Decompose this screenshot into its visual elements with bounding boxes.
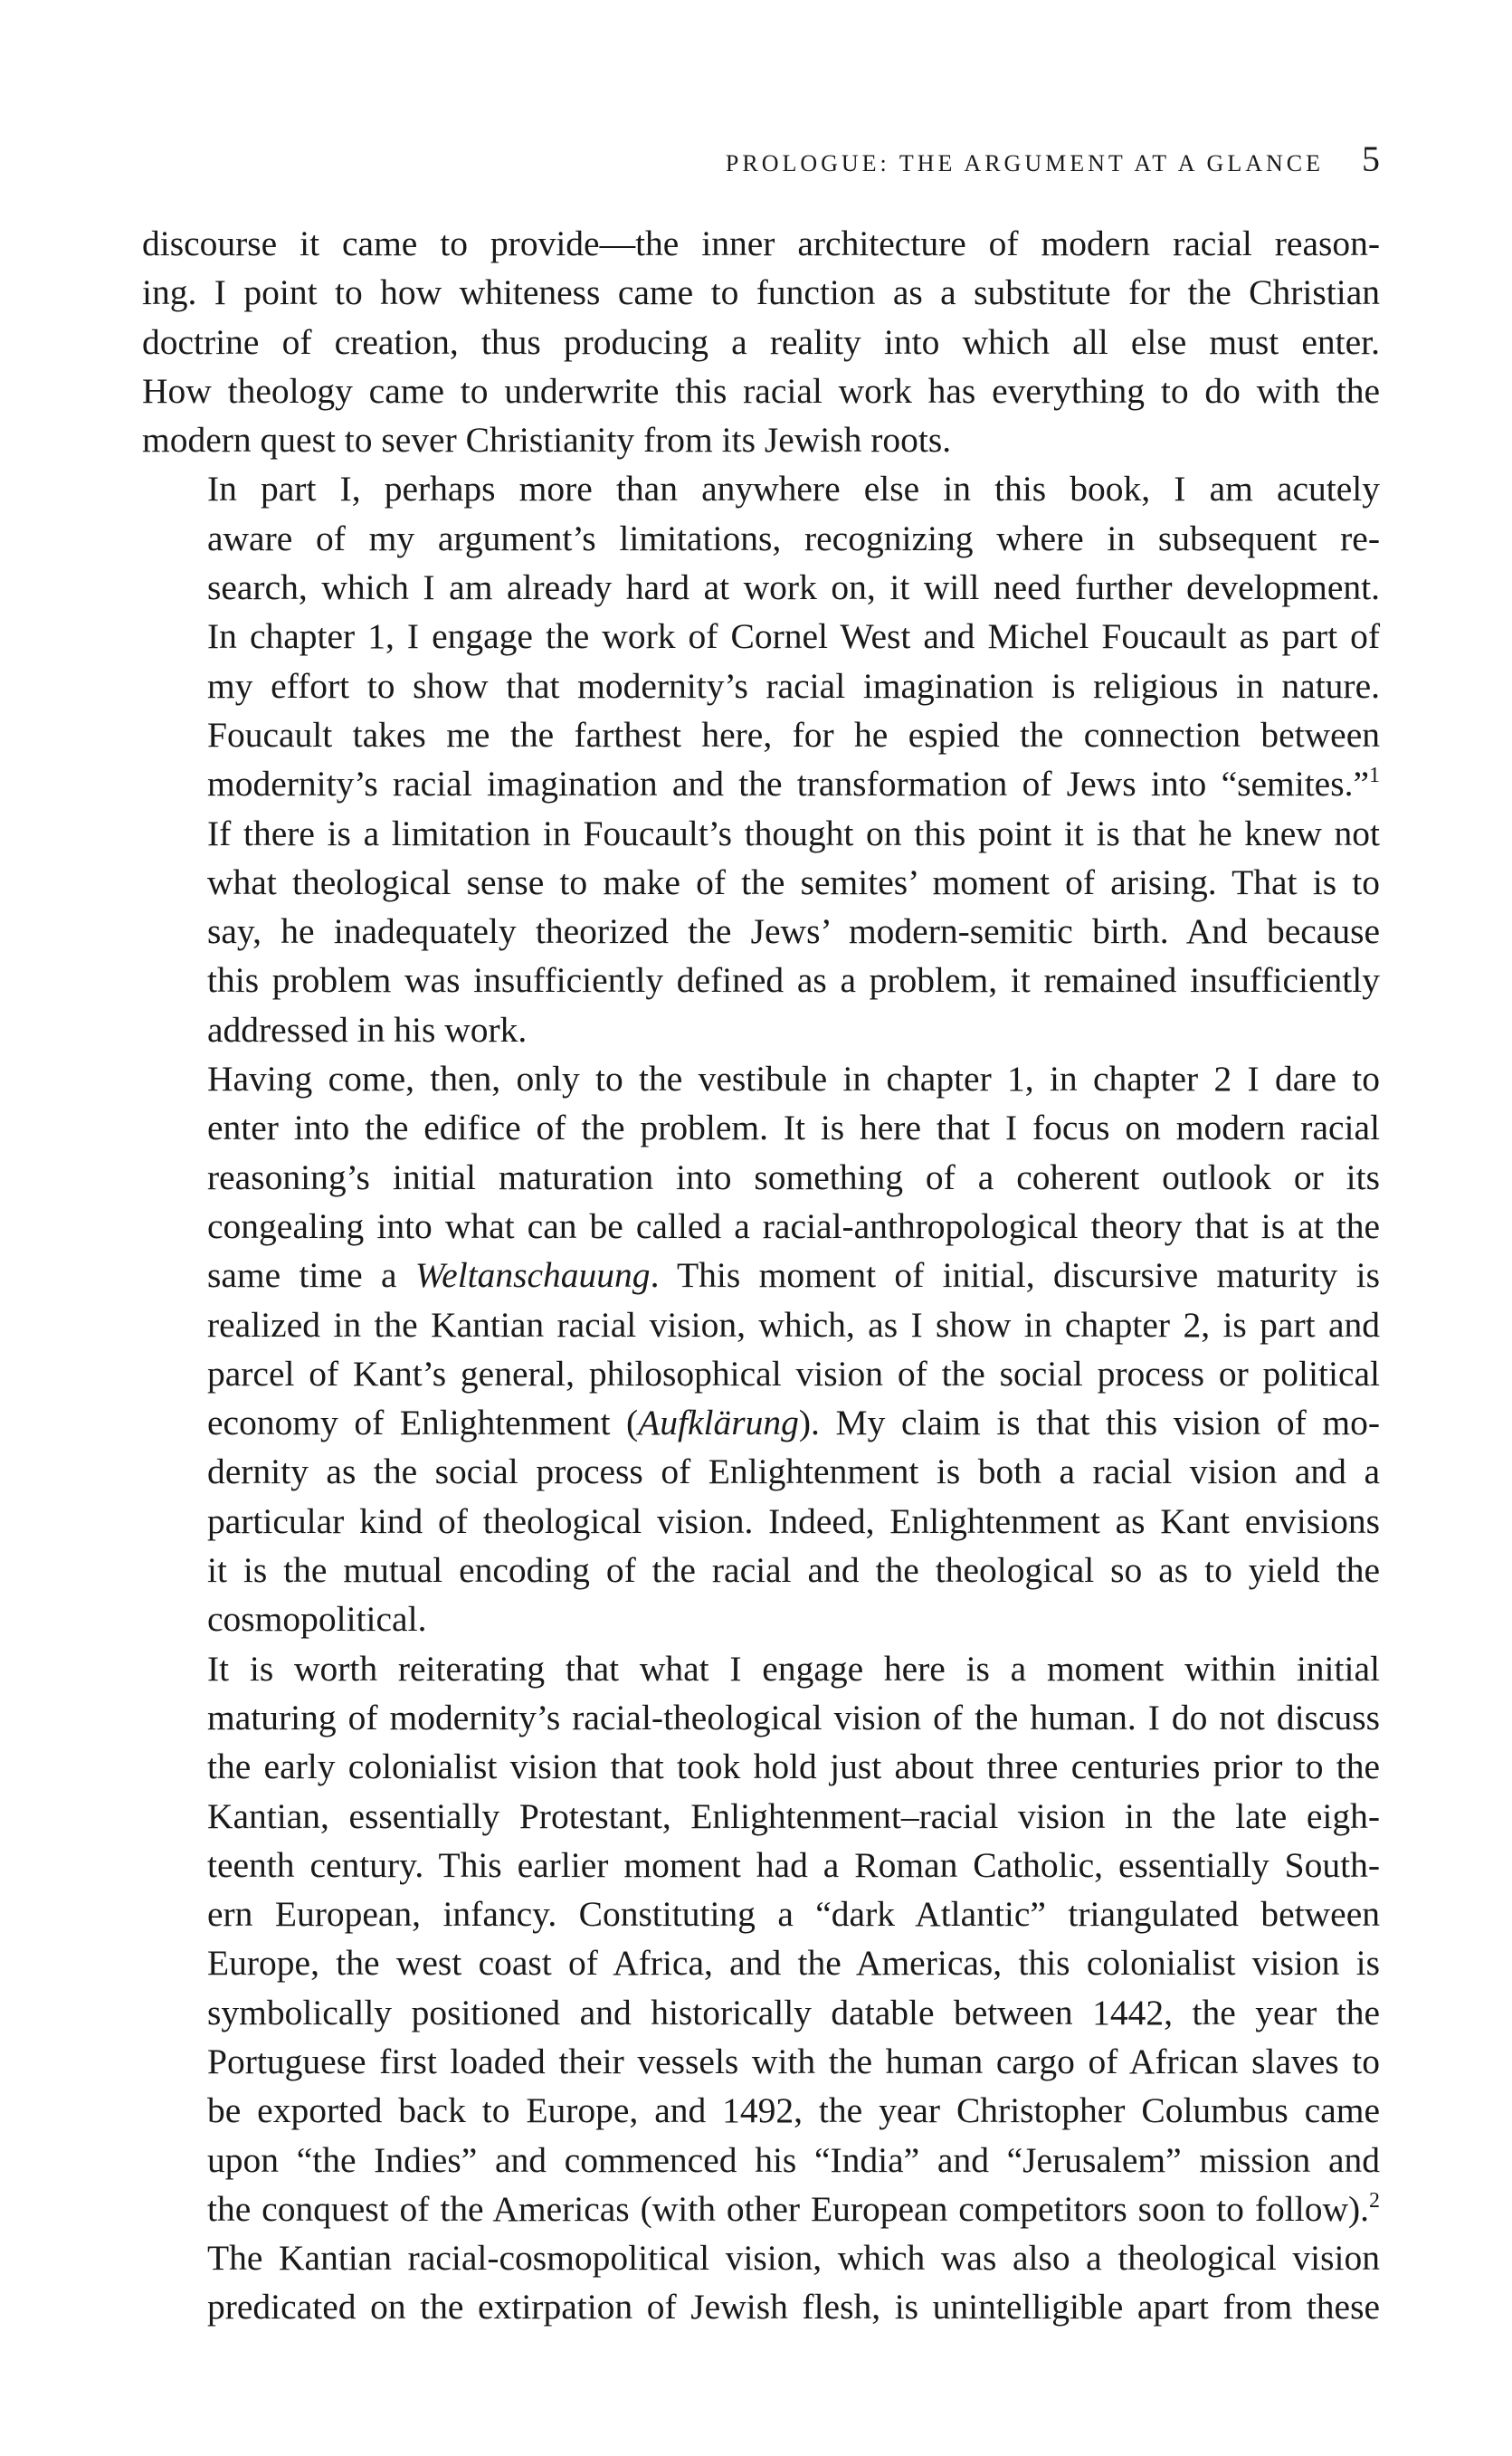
text-run: same time a — [207, 1255, 415, 1296]
text-line: this problem was insufficiently defined as a problem, it remained insufficiently — [207, 960, 1380, 1001]
text-run: ). My claim is that this vision of mo- — [798, 1403, 1380, 1443]
text-line: If there is a limitation in Foucault’s thought on this point it is that he knew not — [207, 813, 1380, 853]
text-line: Having come, then, only to the vestibule in chapter 1, in chapter 2 I dare to — [207, 1059, 1380, 1099]
text-line: Foucault takes me the farthest here, for he espied the connection between — [207, 714, 1380, 755]
paragraph-1 — [142, 219, 1380, 464]
footnote-ref-2[interactable]: 2 — [1369, 2188, 1380, 2213]
text-line: Europe, the west coast of Africa, and the Americas, this colonialist vision is — [207, 1943, 1380, 1984]
text-line: symbolically positioned and historically datable between 1442, the year the — [207, 1992, 1380, 2032]
text-line-with-footnote — [142, 759, 1380, 808]
text-line: addressed in his work. — [207, 1009, 528, 1050]
text-line: what theological sense to make of the semites’ moment of arising. That is to — [207, 862, 1380, 902]
paragraph-3 — [142, 1054, 1380, 1644]
text-line: say, he inadequately theorized the Jews’ modern-semitic birth. And because — [207, 911, 1380, 952]
text-line: parcel of Kant’s general, philosophical vision of the social process or political — [207, 1353, 1380, 1394]
text-line: predicated on the extirpation of Jewish flesh, is unintelligible apart from these — [207, 2287, 1380, 2327]
text-run: economy of Enlightenment ( — [207, 1403, 639, 1443]
text-line: enter into the edifice of the problem. It is here that I focus on modern racial — [207, 1108, 1380, 1148]
text-line-with-footnote — [142, 2185, 1380, 2233]
text-line: realized in the Kantian racial vision, which, as I show in chapter 2, is part and — [207, 1304, 1380, 1345]
running-head-title: PROLOGUE: THE ARGUMENT AT A GLANCE — [725, 150, 1324, 176]
text-line: cosmopolitical. — [207, 1599, 427, 1640]
running-head — [142, 138, 1380, 183]
footnote-ref-1[interactable]: 1 — [1369, 764, 1380, 788]
text-run: modernity’s racial imagination and the transformation of Jews into “semites.” — [207, 764, 1369, 804]
text-line: particular kind of theological vision. Indeed, Enlightenment as Kant envisions — [207, 1500, 1380, 1541]
text-line-with-italic — [142, 1251, 1380, 1299]
text-line: In part I, perhaps more than anywhere else in this book, I am acutely — [207, 469, 1380, 509]
text-line: aware of my argument’s limitations, recognizing where in subsequent re- — [207, 518, 1380, 558]
text-line: doctrine of creation, thus producing a reality into which all else must enter. — [142, 321, 1380, 362]
text-line: How theology came to underwrite this racial work has everything to do with the — [142, 370, 1380, 411]
text-line: Portuguese first loaded their vessels with the human cargo of African slaves to — [207, 2041, 1380, 2081]
text-line: reasoning’s initial maturation into something of a coherent outlook or its — [207, 1157, 1380, 1197]
text-line: search, which I am already hard at work on, it will need further development. — [207, 567, 1380, 608]
text-line: Kantian, essentially Protestant, Enlightenment–racial vision in the late eigh- — [207, 1795, 1380, 1836]
text-line: upon “the Indies” and commenced his “India” and “Jerusalem” mission and — [207, 2139, 1380, 2180]
text-line: The Kantian racial-cosmopolitical vision, which was also a theological vision — [207, 2238, 1380, 2279]
text-line: ing. I point to how whiteness came to function as a substitute for the Christian — [142, 272, 1380, 313]
body-text — [142, 219, 1380, 2332]
text-line: teenth century. This earlier moment had a Roman Catholic, essentially South- — [207, 1844, 1380, 1885]
text-run: . This moment of initial, discursive maturity is — [650, 1255, 1380, 1296]
text-line: my effort to show that modernity’s racial imagination is religious in nature. — [207, 665, 1380, 706]
italic-term-weltanschauung: Weltanschauung — [414, 1255, 651, 1296]
text-line: discourse it came to provide—the inner architecture of modern racial reason- — [142, 224, 1380, 263]
text-line: the early colonialist vision that took hold just about three centuries prior to the — [207, 1747, 1380, 1787]
text-line: dernity as the social process of Enlightenment is both a racial vision and a — [207, 1452, 1380, 1492]
text-line: It is worth reiterating that what I engage here is a moment within initial — [207, 1648, 1380, 1689]
text-line: maturing of modernity’s racial-theological vision of the human. I do not discuss — [207, 1697, 1380, 1737]
paragraph-2 — [142, 464, 1380, 1054]
text-run: the conquest of the Americas (with other European competitors soon to follow). — [207, 2188, 1369, 2229]
text-line: ern European, infancy. Constituting a “dark Atlantic” triangulated between — [207, 1894, 1380, 1935]
text-line: be exported back to Europe, and 1492, the year Christopher Columbus came — [207, 2090, 1380, 2131]
text-line: congealing into what can be called a racial-anthropological theory that is at the — [207, 1205, 1380, 1246]
italic-term-aufklarung: Aufklärung — [638, 1403, 799, 1443]
text-line-with-italic — [142, 1398, 1380, 1447]
paragraph-4 — [142, 1644, 1380, 2332]
text-line: In chapter 1, I engage the work of Cornel West and Michel Foucault as part of — [207, 616, 1380, 657]
page-number: 5 — [1362, 138, 1380, 179]
text-line: modern quest to sever Christianity from its Jewish roots. — [142, 420, 952, 461]
text-line: it is the mutual encoding of the racial and the theological so as to yield the — [207, 1550, 1380, 1591]
